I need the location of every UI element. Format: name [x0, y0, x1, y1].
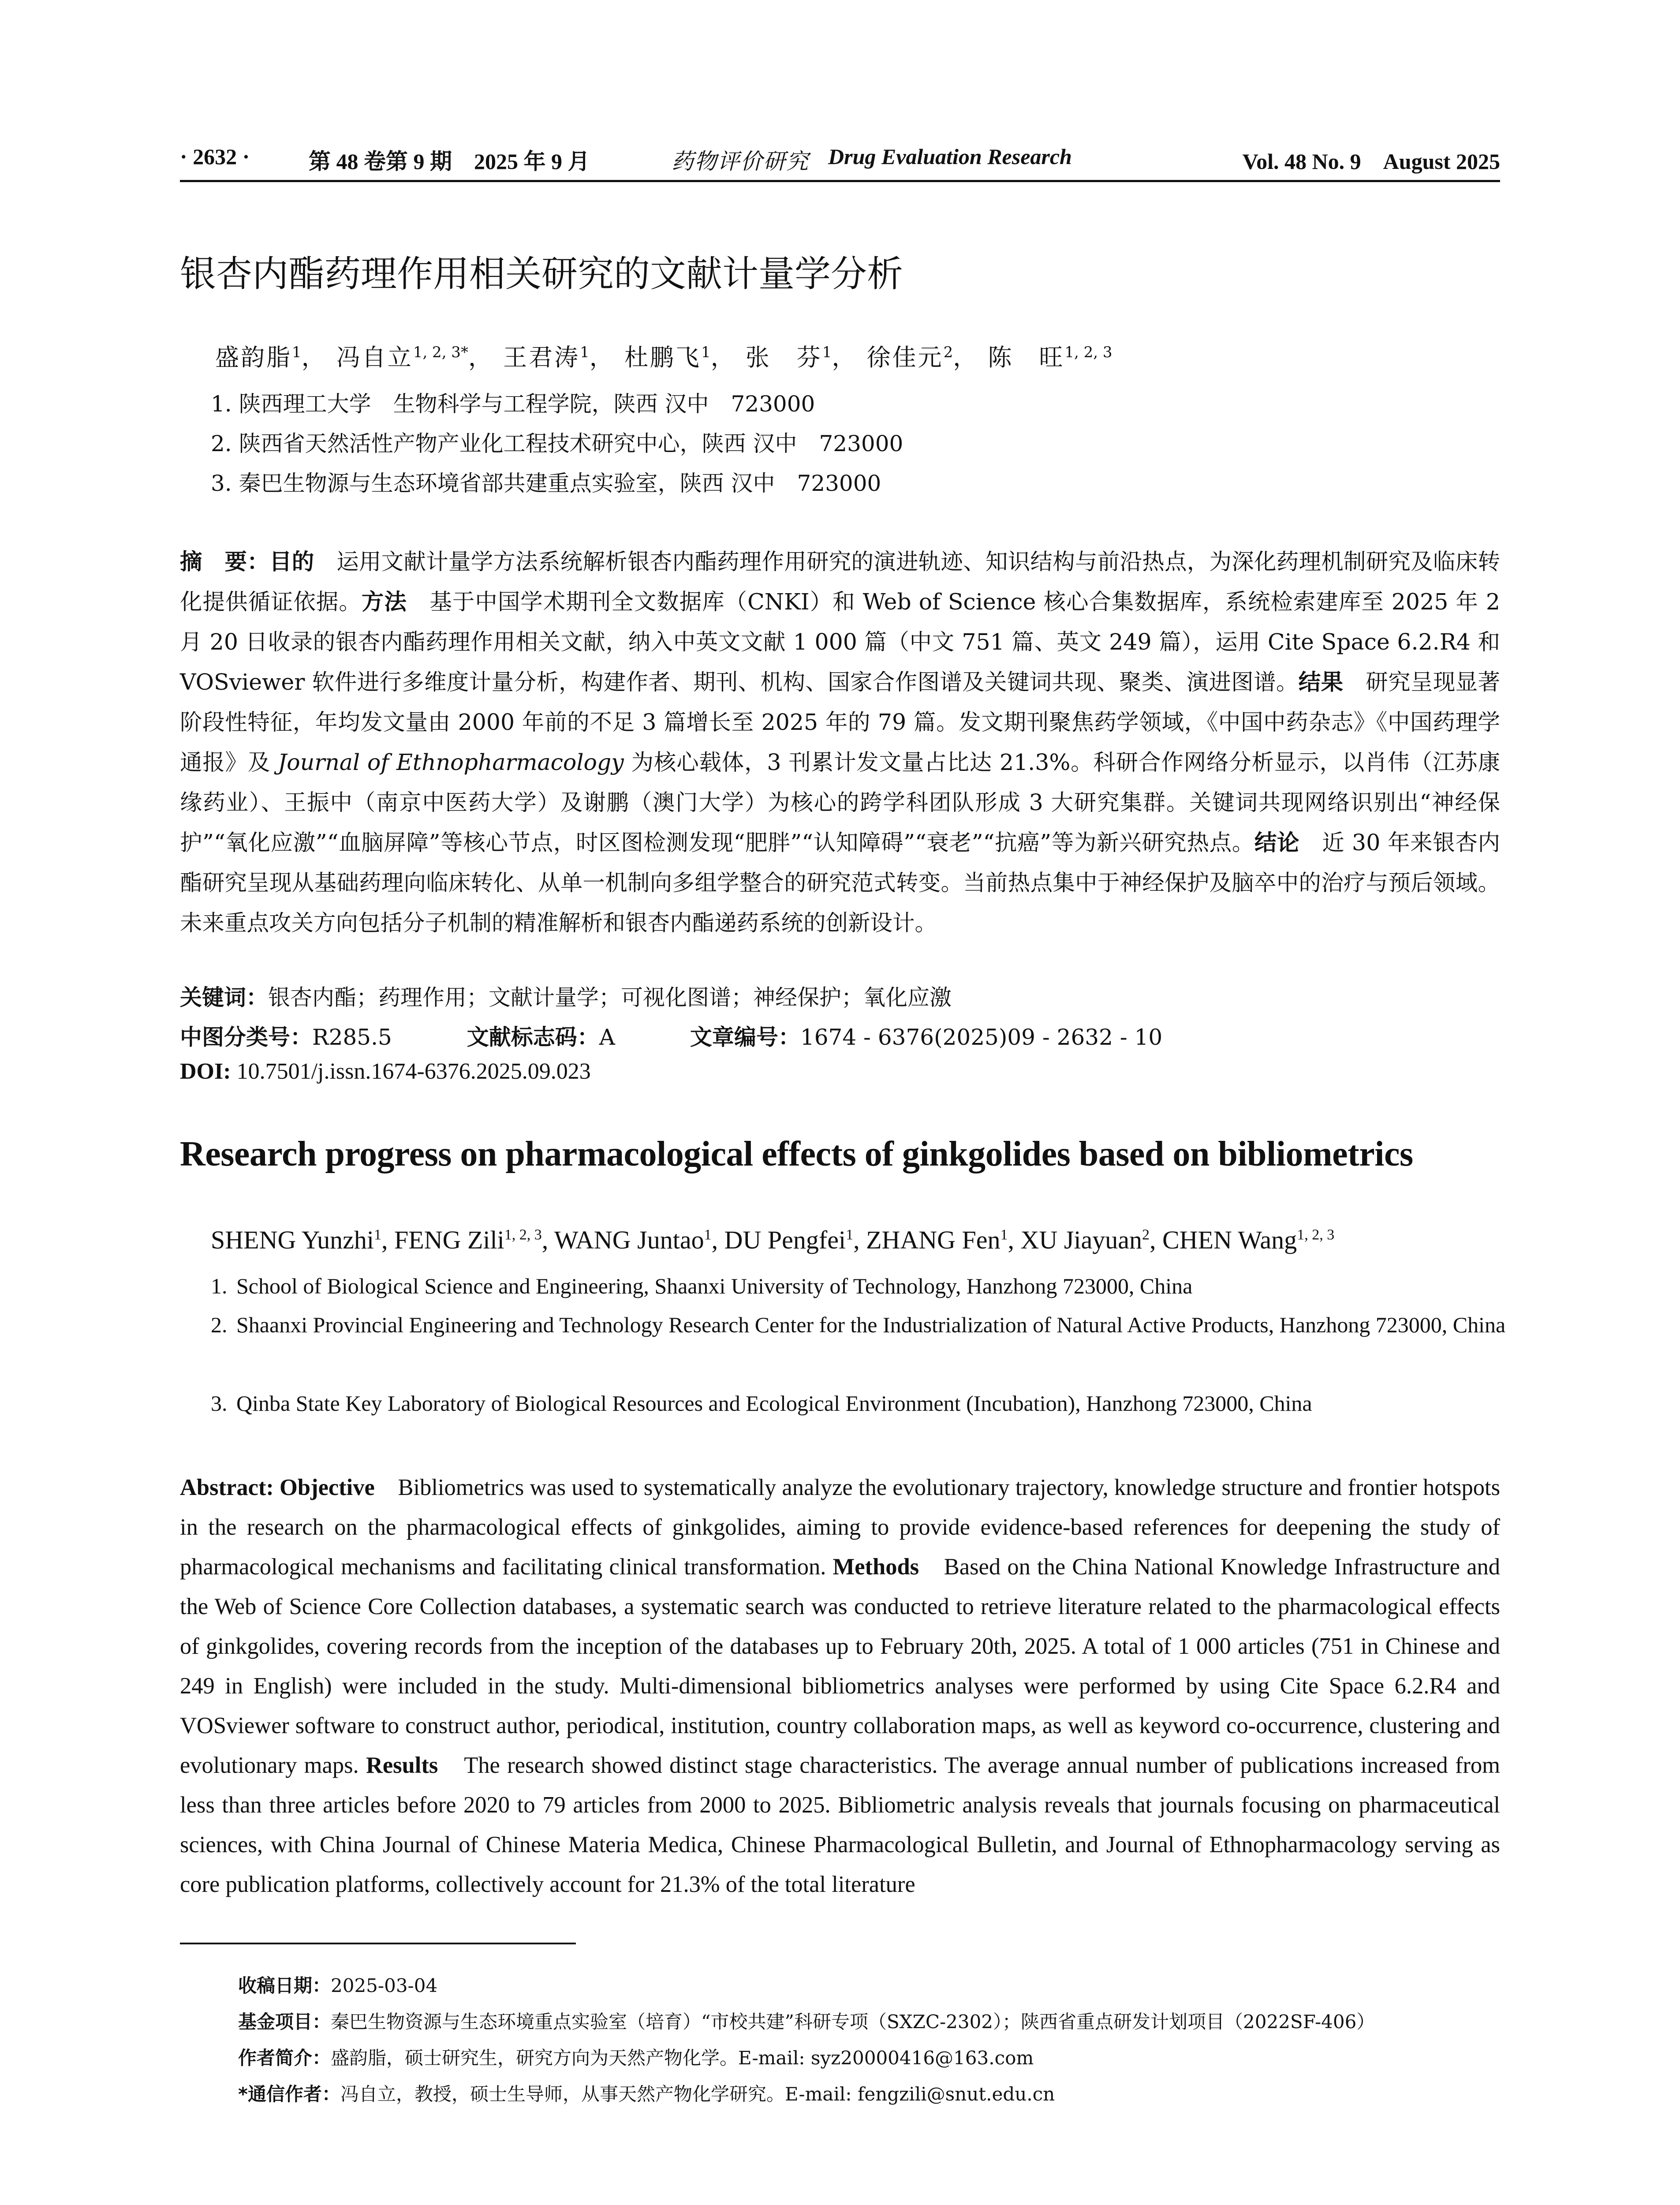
author-affiliation-marker: 1 [292, 344, 302, 361]
footnote-corresponding-author [238, 2080, 1055, 2106]
results-text: The research showed distinct stage characteristics. The average annual number of publications increased from less than three articles before 2020 to 79 articles from 2000 to 2025. Bibliometric analysis reveals that journals focusing on pharmaceutical sciences, with China Journal of Chinese Materia Medica, Chinese Pharmacological Bulletin, and Journal of Ethnopharmacology serving as core publication platforms, collectively account for 21.3% of the total literature [180, 1753, 1500, 1897]
author-separator: , [541, 1226, 554, 1254]
footnote-funding [238, 2007, 1375, 2034]
author-separator: , [853, 1226, 866, 1254]
results-label: 结果 [1298, 669, 1344, 695]
results-text: 研究呈现显著阶段性特征，年均发文量由 2000 年前的不足 3 篇增长至 2025 年的 79 篇。发文期刊聚焦药学领域，《中国中药杂志》《中国药理学通报》及 [180, 669, 1501, 775]
article-title-cn: 银杏内酯药理作用相关研究的文献计量学分析 [180, 253, 903, 295]
conclusion-text: 近 30 年来银杏内酯研究呈现从基础药理向临床转化、从单一机制向多组学整合的研究范式转变。当前热点集中于神经保护及脑卒中的治疗与预后领域。未来重点攻关方向包括分子机制的精准解析和银杏内酯递药系统的创新设计。 [180, 830, 1501, 936]
author-name: DU Pengfei [724, 1226, 846, 1254]
footnote-divider [180, 1943, 576, 1944]
author-separator: ， [710, 344, 736, 371]
author-name: XU Jiayuan [1020, 1226, 1142, 1254]
objective-text: Bibliometrics was used to systematically analyze the evolutionary trajectory, knowledge structure and frontier hotspots in the research on the pharmacological effects of ginkgolides, aiming to provide evidence-based references for deepening the study of pharmacological mechanisms and facilitating clinical transformation. [180, 1475, 1501, 1580]
author-name: 王君涛 [503, 344, 580, 371]
footnote-label: 基金项目： [238, 2011, 331, 2033]
journal-name-italic: Journal of Ethnopharmacology [278, 749, 624, 775]
article-title-en: Research progress on pharmacological effects of ginkgolides based on bibliometrics [180, 1135, 1413, 1174]
document-code-value: A [599, 1024, 615, 1050]
journal-logo-cn: 药物评价研究 [672, 149, 809, 174]
author-separator: , [1150, 1226, 1162, 1254]
methods-text: Based on the China National Knowledge Infrastructure and the Web of Science Core Collection databases, a systematic search was conducted to retrieve literature related to the pharmacological effects of ginkgolides, covering records from the inception of the databases up to February 20th, 2025. A total of 1 000 articles (751 in Chinese and 249 in English) were included in the study. Multi-dimensional bibliometrics analyses were performed by using Cite Space 6.2.R4 and VOSviewer software to construct author, periodical, institution, country collaboration maps, as well as keyword co-occurrence, clustering and evolutionary maps. [180, 1554, 1500, 1778]
affiliation-number: 3. [211, 1391, 228, 1416]
author-name: 张 芬 [745, 344, 822, 371]
author-separator: ， [832, 344, 858, 371]
conclusion-label: 结论 [1254, 830, 1300, 856]
footnote-value: 冯自立，教授，硕士生导师，从事天然产物化学研究。E-mail: fengzili@snut.edu.cn [340, 2083, 1055, 2105]
doi-label: DOI: [180, 1059, 231, 1084]
affiliation-text: Shaanxi Provincial Engineering and Technology Research Center for the Industrialization of Natural Active Products, Hanzhong 723000, China [236, 1312, 1506, 1337]
author-affiliation-marker: 1 [822, 344, 832, 361]
author-separator: , [381, 1226, 395, 1254]
author-affiliation-marker: 1 [701, 344, 711, 361]
author-name: SHENG Yunzhi [211, 1226, 374, 1254]
results-label: Results [366, 1753, 438, 1778]
author-name: 冯自立 [336, 344, 413, 371]
affiliation-en-3 [211, 1384, 1509, 1423]
author-affiliation-marker: 1 [1000, 1226, 1008, 1243]
methods-label: Methods [833, 1554, 919, 1580]
author-separator: ， [589, 344, 615, 371]
page-number: · 2632 · [180, 144, 250, 169]
author-separator: ， [468, 344, 494, 371]
classification-line [180, 1020, 1162, 1051]
author-affiliation-marker: 1 [704, 1226, 712, 1243]
methods-label: 方法 [361, 589, 407, 615]
clc-label: 中图分类号： [180, 1024, 312, 1050]
journal-name-en: Drug Evaluation Research [828, 144, 1072, 169]
abstract-cn [180, 542, 1500, 943]
affiliation-cn-3: 3. 秦巴生物源与生态环境省部共建重点实验室，陕西 汉中 723000 [211, 471, 881, 496]
objective-text: 运用文献计量学方法系统解析银杏内酯药理作用研究的演进轨迹、知识结构与前沿热点，为深化药理机制研究及临床转化提供循证依据。 [180, 549, 1500, 615]
doi-value: 10.7501/j.issn.1674-6376.2025.09.023 [231, 1059, 591, 1084]
methods-text: 基于中国学术期刊全文数据库（CNKI）和 Web of Science 核心合集数据库，系统检索建库至 2025 年 2 月 20 日收录的银杏内酯药理作用相关文献，纳入中英文文献 1 000 篇（中文 751 篇、英文 249 篇），运用 Cite Space 6.2.R4 和 VOSviewer 软件进行多维度计量分析，构建作者、期刊、机构、国家合作图谱及关键词共现、聚类、演进图谱。 [180, 589, 1501, 695]
author-affiliation-marker: 1, 2, 3 [504, 1226, 542, 1243]
affiliation-en-2 [211, 1305, 1509, 1345]
footnote-value: 盛韵脂，硕士研究生，研究方向为天然产物化学。E-mail: syz20000416@163.com [331, 2047, 1034, 2069]
author-name: 徐佳元 [866, 344, 944, 371]
abstract-en [180, 1468, 1500, 1904]
affiliation-en-1 [211, 1267, 1509, 1306]
affiliation-cn-1: 1. 陕西理工大学 生物科学与工程学院，陕西 汉中 723000 [211, 391, 815, 417]
author-affiliation-marker: 2 [943, 344, 953, 361]
author-affiliation-marker: 1, 2, 3 [1297, 1226, 1335, 1243]
article-number-label: 文章编号： [690, 1024, 800, 1050]
keywords-label: 关键词： [180, 985, 268, 1010]
abstract-label: 摘 要： [180, 549, 269, 575]
footnote-author-bio [238, 2044, 1034, 2070]
footnote-label: *通信作者： [238, 2083, 340, 2105]
author-affiliation-marker: 2 [1142, 1226, 1150, 1243]
affiliation-text: Qinba State Key Laboratory of Biological Resources and Ecological Environment (Incubation), Hanzhong 723000, China [236, 1391, 1312, 1416]
objective-label: 目的 [269, 549, 314, 575]
document-code-label: 文献标志码： [467, 1024, 599, 1050]
author-name: 陈 旺 [988, 344, 1065, 371]
footnote-received [238, 1971, 437, 1998]
abstract-objective-label: Abstract: Objective [180, 1475, 375, 1500]
affiliation-text: School of Biological Science and Engineering, Shaanxi University of Technology, Hanzhong 723000, China [236, 1274, 1193, 1298]
author-name: CHEN Wang [1162, 1226, 1297, 1254]
author-list-cn [215, 339, 1113, 373]
clc-value: R285.5 [312, 1024, 392, 1050]
affiliation-number: 1. [211, 1274, 228, 1298]
footnote-label: 收稿日期： [238, 1975, 331, 1996]
author-list-en [211, 1225, 1334, 1255]
author-separator: , [1008, 1226, 1021, 1254]
author-affiliation-marker: 1 [846, 1226, 854, 1243]
issue-info-en: Vol. 48 No. 9 August 2025 [1242, 149, 1500, 174]
author-separator: ， [301, 344, 327, 371]
article-number-value: 1674 - 6376(2025)09 - 2632 - 10 [800, 1024, 1163, 1050]
author-affiliation-marker: 1 [580, 344, 590, 361]
author-affiliation-marker: 1 [374, 1226, 382, 1243]
author-name: 盛韵脂 [215, 344, 292, 371]
footnote-value: 2025-03-04 [331, 1975, 438, 1996]
affiliation-cn-2: 2. 陕西省天然活性产物产业化工程技术研究中心，陕西 汉中 723000 [211, 431, 903, 456]
author-name: WANG Juntao [554, 1226, 704, 1254]
author-name: ZHANG Fen [866, 1226, 1001, 1254]
author-separator: , [711, 1226, 724, 1254]
author-affiliation-marker: 1, 2, 3 [1064, 344, 1113, 361]
author-separator: ， [953, 344, 979, 371]
keywords-value: 银杏内酯；药理作用；文献计量学；可视化图谱；神经保护；氧化应激 [268, 985, 952, 1010]
running-header [180, 142, 1500, 182]
author-name: FENG Zili [394, 1226, 504, 1254]
doi-line [180, 1058, 591, 1084]
author-affiliation-marker: 1, 2, 3* [413, 344, 468, 361]
affiliation-number: 2. [211, 1312, 228, 1337]
author-name: 杜鹏飞 [624, 344, 701, 371]
issue-info-cn: 第 48 卷第 9 期 2025 年 9 月 [309, 149, 590, 174]
footnote-value: 秦巴生物资源与生态环境重点实验室（培育）“市校共建”科研专项（SXZC-2302）；陕西省重点研发计划项目（2022SF-406） [331, 2011, 1375, 2033]
results-text-continued: 为核心载体，3 刊累计发文量占比达 21.3%。科研合作网络分析显示，以肖伟（江苏康缘药业）、王振中（南京中医药大学）及谢鹏（澳门大学）为核心的跨学科团队形成 3 大研究集群。关键词共现网络识别出“神经保护”“氧化应激”“血脑屏障”等核心节点，时区图检测发现“肥胖”“认知障碍”“衰老”“抗癌”等为新兴研究热点。 [180, 749, 1500, 856]
keywords-line [180, 980, 952, 1012]
footnote-label: 作者简介： [238, 2047, 331, 2069]
